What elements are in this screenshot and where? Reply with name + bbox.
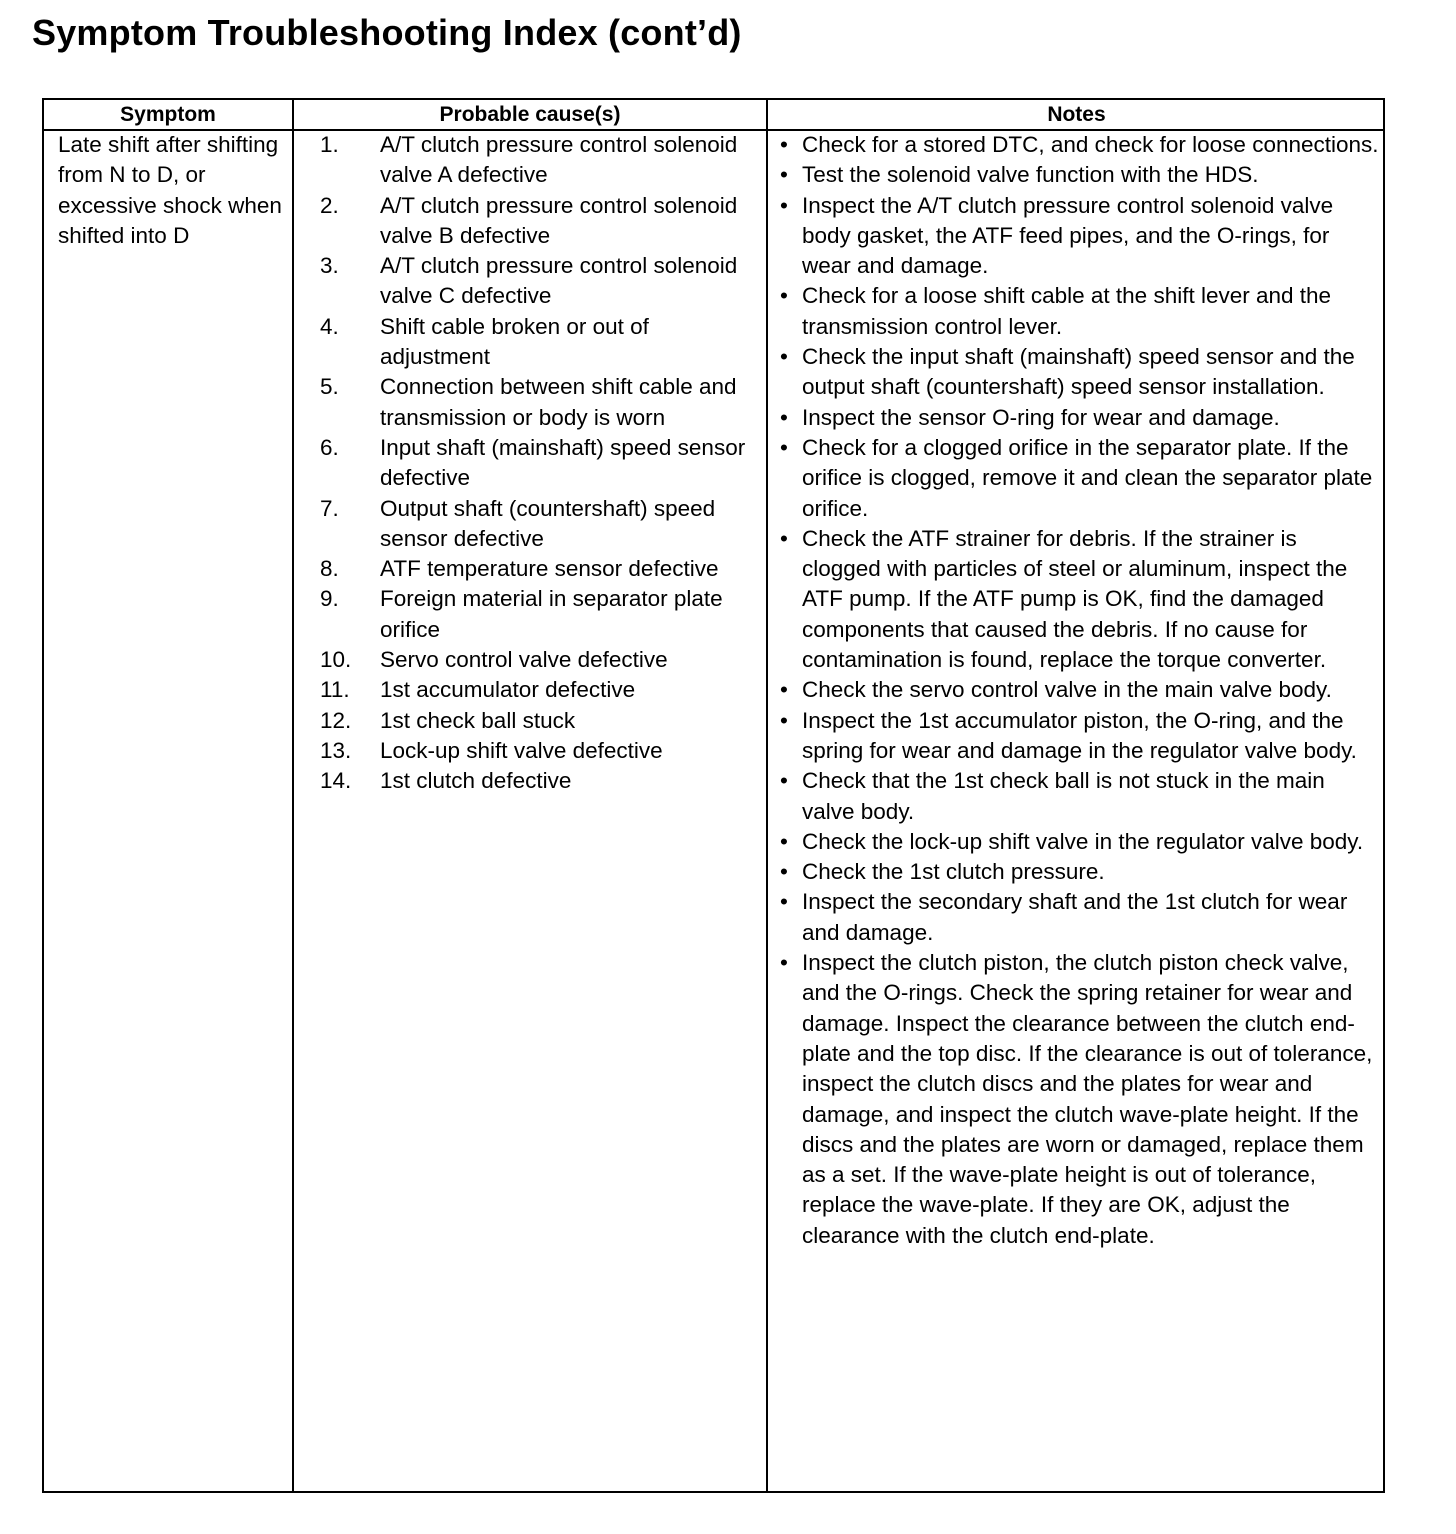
bullet-icon: • (780, 344, 788, 370)
note-text: Check the input shaft (mainshaft) speed sensor and the output shaft (countershaft) speed sensor installation. (802, 344, 1355, 400)
note-text: Inspect the clutch piston, the clutch piston check valve, and the O-rings. Check the spring retainer for wear and damage. Inspect the clearance between the clutch end-plate and the top disc. If the clearance is out of tolerance, inspect the clutch discs and the plates for wear and damage, and inspect the clutch wave-plate height. If the discs and the plates are worn or damaged, replace them as a set. If the wave-plate height is out of tolerance, replace the wave-plate. If they are OK, adjust the clearance with the clutch end-plate. (802, 950, 1373, 1248)
cause-text: Shift cable broken or out of adjustment (380, 313, 649, 370)
cause-text: ATF temperature sensor defective (380, 556, 719, 582)
cause-text: Output shaft (countershaft) speed sensor defective (380, 495, 716, 551)
note-text: Inspect the A/T clutch pressure control solenoid valve body gasket, the ATF feed pipes, and the O-rings, for wear and damage. (802, 192, 1334, 279)
cause-item (294, 251, 762, 312)
cause-item (294, 675, 762, 705)
cause-number: 13. (320, 737, 352, 763)
note-text: Check the 1st clutch pressure. (802, 859, 1105, 885)
cause-number: 11. (320, 677, 350, 703)
cause-text: Lock-up shift valve defective (380, 737, 663, 763)
note-item (768, 887, 1383, 948)
header-notes: Notes (1047, 103, 1106, 126)
cause-text: A/T clutch pressure control solenoid valve A defective (380, 132, 738, 188)
cause-item (294, 433, 762, 494)
page-title: Symptom Troubleshooting Index (cont’d) (32, 12, 742, 53)
note-item (768, 766, 1383, 827)
cause-item (294, 312, 762, 373)
cause-item (294, 191, 762, 252)
note-item (768, 130, 1383, 160)
cause-text: Servo control valve defective (380, 647, 668, 673)
bullet-icon: • (780, 283, 788, 309)
troubleshooting-table (42, 98, 1385, 1493)
bullet-icon: • (780, 768, 788, 794)
bullet-icon: • (780, 162, 788, 188)
cause-number: 7. (320, 495, 339, 521)
note-text: Inspect the 1st accumulator piston, the O-ring, and the spring for wear and damage in the regulator valve body. (802, 707, 1357, 763)
cause-item (294, 645, 762, 675)
cause-text: 1st accumulator defective (380, 677, 636, 703)
note-item (768, 342, 1383, 403)
bullet-icon: • (780, 404, 788, 430)
bullet-icon: • (780, 192, 788, 218)
note-item (768, 281, 1383, 342)
note-text: Check the servo control valve in the main valve body. (802, 677, 1332, 703)
cause-item (294, 130, 762, 191)
note-text: Inspect the sensor O-ring for wear and damage. (802, 404, 1280, 430)
note-text: Check for a loose shift cable at the shift lever and the transmission control lever. (802, 283, 1332, 339)
note-text: Test the solenoid valve function with the HDS. (802, 162, 1259, 188)
cause-text: Input shaft (mainshaft) speed sensor defective (380, 434, 746, 491)
bullet-icon: • (780, 828, 788, 854)
cause-item (294, 736, 762, 766)
bullet-icon: • (780, 132, 788, 157)
note-item (768, 827, 1383, 857)
cause-text: A/T clutch pressure control solenoid valve C defective (380, 253, 738, 309)
cause-item (294, 706, 762, 736)
cause-number: 12. (320, 707, 352, 733)
probable-causes-list (294, 130, 762, 797)
bullet-icon: • (780, 525, 788, 551)
cause-text: Connection between shift cable and transmission or body is worn (380, 374, 737, 430)
cause-number: 6. (320, 434, 339, 460)
note-item (768, 191, 1383, 282)
cause-number: 2. (320, 192, 339, 218)
note-text: Check for a clogged orifice in the separator plate. If the orifice is clogged, remove it and clean the separator plate orifice. (802, 434, 1373, 521)
bullet-icon: • (780, 677, 788, 703)
cause-text: 1st clutch defective (380, 768, 572, 794)
note-item (768, 857, 1383, 887)
header-symptom: Symptom (120, 103, 216, 126)
cause-number: 5. (320, 374, 339, 400)
cause-text: A/T clutch pressure control solenoid valve B defective (380, 192, 738, 248)
note-item (768, 706, 1383, 767)
note-item (768, 948, 1383, 1251)
cause-item (294, 554, 762, 584)
cause-text: Foreign material in separator plate orifice (380, 586, 723, 642)
cause-item (294, 584, 762, 645)
note-text: Check the ATF strainer for debris. If the strainer is clogged with particles of steel or aluminum, inspect the ATF pump. If the ATF pump is OK, find the damaged components that caused the debris. If no cause for contamination is found, replace the torque converter. (802, 525, 1348, 673)
cause-number: 8. (320, 556, 339, 582)
cause-text: 1st check ball stuck (380, 707, 576, 733)
cause-item (294, 494, 762, 555)
note-text: Inspect the secondary shaft and the 1st clutch for wear and damage. (802, 889, 1348, 945)
note-text: Check the lock-up shift valve in the regulator valve body. (802, 828, 1364, 854)
cause-number: 3. (320, 253, 339, 279)
note-text: Check that the 1st check ball is not stuck in the main valve body. (802, 768, 1325, 824)
cause-item (294, 372, 762, 433)
cause-item (294, 766, 762, 796)
cause-number: 1. (320, 132, 339, 157)
cause-number: 14. (320, 768, 352, 794)
bullet-icon: • (780, 434, 788, 460)
cause-number: 4. (320, 313, 339, 339)
note-item (768, 160, 1383, 190)
notes-list (768, 130, 1383, 1251)
note-item (768, 675, 1383, 705)
bullet-icon: • (780, 859, 788, 885)
cause-number: 10. (320, 647, 352, 673)
bullet-icon: • (780, 950, 788, 976)
note-item (768, 433, 1383, 524)
header-probable-causes: Probable cause(s) (439, 103, 621, 126)
bullet-icon: • (780, 707, 788, 733)
note-item (768, 403, 1383, 433)
symptom-cell: Late shift after shifting from N to D, or excessive shock when shifted into D (58, 132, 282, 248)
note-item (768, 524, 1383, 675)
bullet-icon: • (780, 889, 788, 915)
cause-number: 9. (320, 586, 339, 612)
note-text: Check for a stored DTC, and check for loose connections. (802, 132, 1379, 157)
